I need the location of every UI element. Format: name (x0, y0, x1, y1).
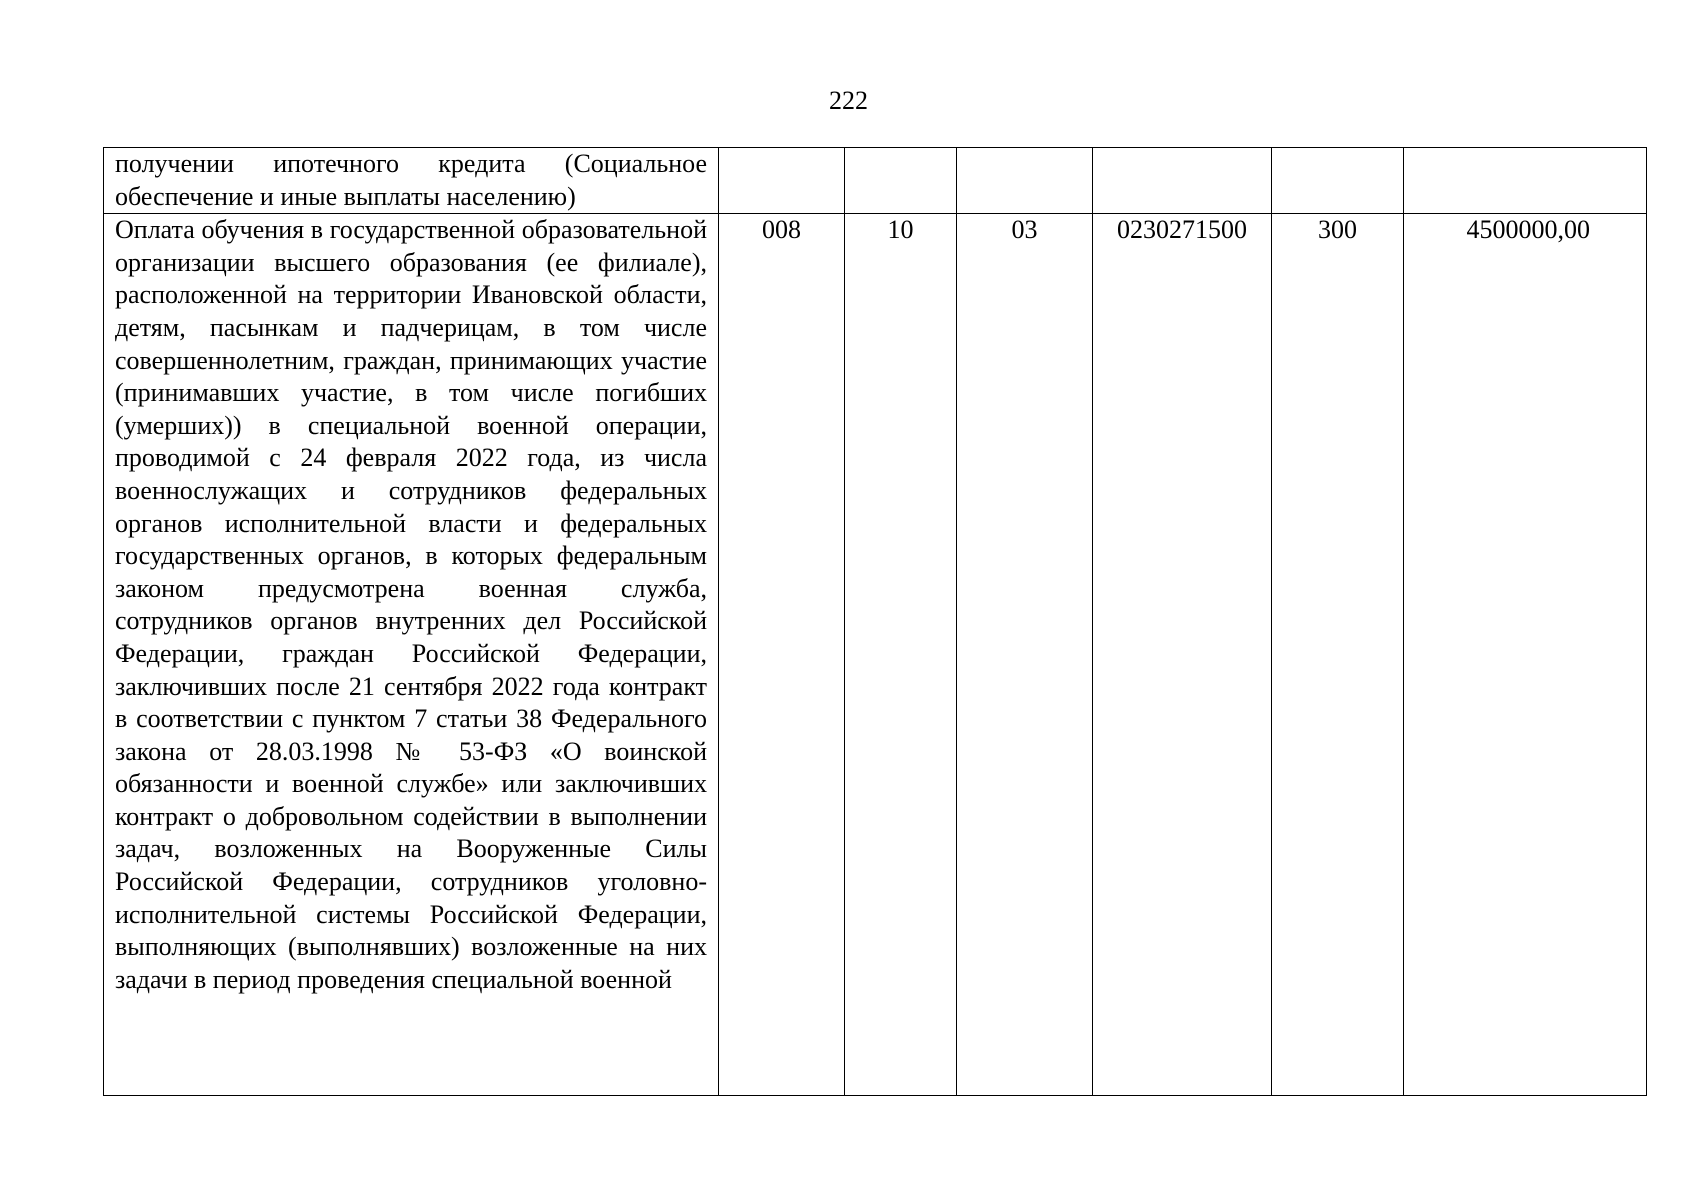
description-cell (104, 214, 719, 1096)
expense-type-cell (1272, 148, 1404, 214)
budget-table (103, 147, 1647, 1096)
description-text: получении ипотечного кредита (Социальное обеспечение и иные выплаты населению) (115, 149, 707, 211)
ministry-code-cell: 008 (719, 214, 845, 1096)
description-cell (104, 148, 719, 214)
expense-type-cell: 300 (1272, 214, 1404, 1096)
subsection-code-cell: 03 (957, 214, 1093, 1096)
amount-cell: 4500000,00 (1404, 214, 1647, 1096)
subsection-code-cell (957, 148, 1093, 214)
target-article-cell: 0230271500 (1093, 214, 1272, 1096)
description-text: Оплата обучения в государственной образовательной организации высшего образования (ее филиале), расположенной на территории Ивановской области, детям, пасынкам и падчерицам, в том числе совершеннолетним, граждан, принимающих участие (принимавших участие, в том числе погибших (умерших)) в специальной военной операции, проводимой с 24 февраля 2022 года, из числа военнослужащих и сотрудников федеральных органов исполнительной власти и федеральных государственных органов, в которых федеральным законом предусмотрена военная служба, сотрудников органов внутренних дел Российской Федерации, граждан Российской Федерации, заключивших после 21 сентября 2022 года контракт в соответствии с пунктом 7 статьи 38 Федерального закона от 28.03.1998 № 53-ФЗ «О воинской обязанности и военной службе» или заключивших контракт о добровольном содействии в выполнении задач, возложенных на Вооруженные Силы Российской Федерации, сотрудников уголовно-исполнительной системы Российской Федерации, выполняющих (выполнявших) возложенные на них задачи в период проведения специальной военной (115, 215, 707, 994)
target-article-cell (1093, 148, 1272, 214)
ministry-code-cell (719, 148, 845, 214)
table-row (104, 148, 1647, 214)
table-row (104, 214, 1647, 1096)
section-code-cell (845, 148, 957, 214)
page-number: 222 (829, 86, 868, 115)
section-code-cell: 10 (845, 214, 957, 1096)
amount-cell (1404, 148, 1647, 214)
